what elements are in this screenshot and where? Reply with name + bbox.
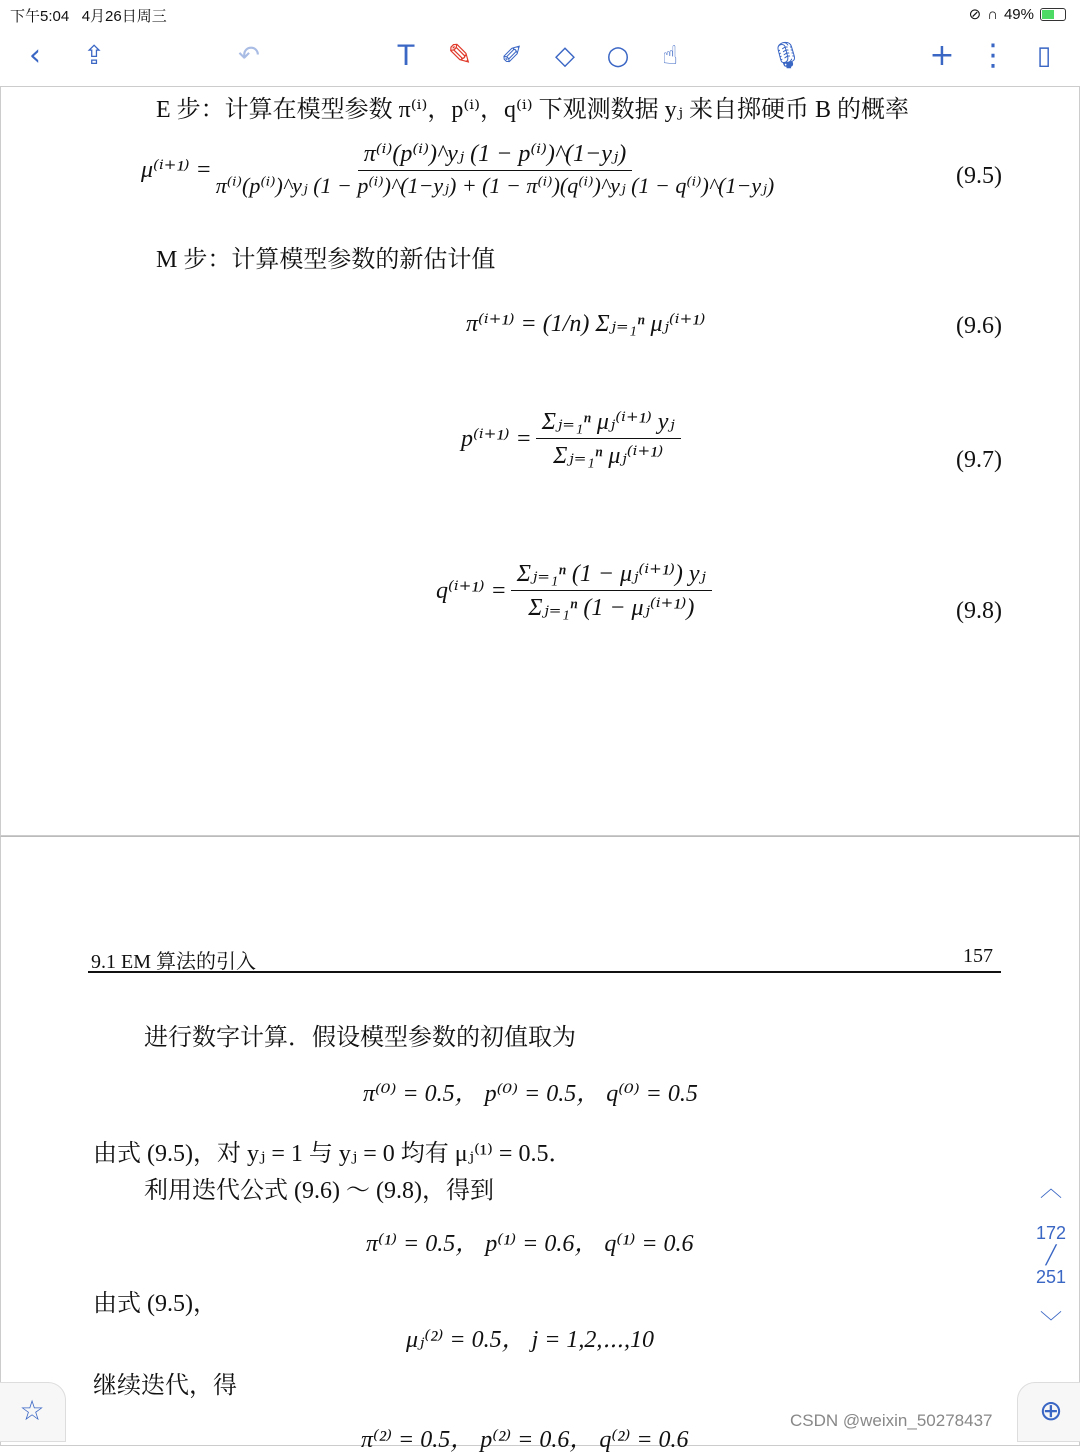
link-icon: ⊘ bbox=[968, 6, 982, 23]
headphones-icon: ∩ bbox=[987, 5, 998, 23]
chevron-up-icon[interactable]: ︿ bbox=[1039, 1176, 1062, 1201]
pdf-page-1 bbox=[0, 86, 1080, 836]
eq-denominator: Σⱼ₌₁ⁿ μⱼ⁽ⁱ⁺¹⁾ bbox=[553, 443, 664, 469]
equation-iteration-1: π⁽¹⁾ = 0.5， p⁽¹⁾ = 0.6， q⁽¹⁾ = 0.6 bbox=[366, 1231, 694, 1257]
battery-percent: 49% bbox=[1003, 5, 1034, 23]
slash: ╱ bbox=[1045, 1245, 1057, 1265]
eq-denominator: π⁽ⁱ⁾(p⁽ⁱ⁾)^yⱼ (1 − p⁽ⁱ⁾)^(1−yⱼ) + (1 − π⁽ⁱ⁾)(q⁽ⁱ⁾)^yⱼ (1 − q⁽ⁱ⁾)^(1−yⱼ) bbox=[215, 173, 775, 198]
eq-rhs: (1/n) Σⱼ₌₁ⁿ μⱼ⁽ⁱ⁺¹⁾ bbox=[542, 311, 706, 337]
eq-lhs: q⁽ⁱ⁺¹⁾ = bbox=[436, 578, 507, 604]
chevron-down-icon[interactable]: ﹀ bbox=[1039, 1310, 1062, 1335]
equation-number: (9.5) bbox=[956, 163, 1002, 189]
equation-number: (9.6) bbox=[956, 313, 1002, 339]
paragraph: 继续迭代，得 bbox=[93, 1373, 237, 1399]
paragraph: 由式 (9.5)， bbox=[93, 1291, 217, 1317]
eq-lhs: μ⁽ⁱ⁺¹⁾ = bbox=[141, 156, 212, 183]
eq-lhs: p⁽ⁱ⁺¹⁾ = bbox=[461, 426, 532, 452]
eq-denominator: Σⱼ₌₁ⁿ (1 − μⱼ⁽ⁱ⁺¹⁾) bbox=[528, 595, 695, 621]
pdf-page-2 bbox=[0, 836, 1080, 1453]
more-icon[interactable]: ⋮ bbox=[978, 38, 1008, 73]
date: 4月26日周三 bbox=[81, 8, 167, 25]
add-page-icon[interactable]: ⊕ bbox=[1017, 1382, 1080, 1442]
status-bar bbox=[0, 0, 1080, 28]
paragraph: 由式 (9.5)，对 yⱼ = 1 与 yⱼ = 0 均有 μⱼ⁽¹⁾ = 0.5． bbox=[93, 1141, 573, 1167]
running-header: 9.1 EM 算法的引入 bbox=[91, 951, 256, 973]
header-rule bbox=[88, 971, 1001, 973]
share-icon[interactable]: ⇪ bbox=[83, 41, 105, 71]
eq-lhs: π⁽ⁱ⁺¹⁾ = bbox=[466, 311, 537, 337]
equation-iteration-2: π⁽²⁾ = 0.5， p⁽²⁾ = 0.6， q⁽²⁾ = 0.6 bbox=[361, 1427, 689, 1453]
equation-number: (9.7) bbox=[956, 447, 1002, 473]
m-step-text: M 步：计算模型参数的新估计值 bbox=[156, 247, 496, 273]
equation-9-7 bbox=[461, 407, 685, 470]
eq-numerator: π⁽ⁱ⁾(p⁽ⁱ⁾)^yⱼ (1 − p⁽ⁱ⁾)^(1−yⱼ) bbox=[358, 139, 632, 171]
equation-9-8 bbox=[436, 559, 716, 622]
current-page: 172 bbox=[1035, 1223, 1067, 1243]
status-time-date bbox=[10, 5, 167, 26]
hand-icon[interactable]: ☝ bbox=[662, 41, 678, 71]
total-pages: 251 bbox=[1035, 1267, 1067, 1287]
plus-icon[interactable]: + bbox=[929, 38, 955, 73]
equation-9-6 bbox=[466, 309, 705, 338]
paragraph: 利用迭代公式 (9.6) ～ (9.8)，得到 bbox=[144, 1178, 494, 1204]
equation-9-5 bbox=[141, 139, 778, 199]
highlighter-icon[interactable]: ✐ bbox=[501, 41, 523, 71]
watermark: CSDN @weixin_50278437 bbox=[790, 1411, 993, 1430]
pages-icon[interactable]: ▯ bbox=[1036, 41, 1052, 71]
favorite-star-icon[interactable]: ☆ bbox=[0, 1382, 66, 1442]
eq-numerator: Σⱼ₌₁ⁿ μⱼ⁽ⁱ⁺¹⁾ yⱼ bbox=[536, 407, 681, 439]
battery-icon bbox=[1040, 8, 1066, 21]
eq-numerator: Σⱼ₌₁ⁿ (1 − μⱼ⁽ⁱ⁺¹⁾) yⱼ bbox=[511, 559, 712, 591]
time: 下午5:04 bbox=[10, 8, 70, 25]
page-number: 157 bbox=[963, 945, 993, 967]
undo-icon[interactable]: ↶ bbox=[238, 41, 260, 71]
toolbar bbox=[0, 28, 1080, 86]
chevron-left-icon[interactable]: ‹ bbox=[29, 38, 41, 73]
pen-icon[interactable]: ✎ bbox=[447, 38, 473, 73]
eraser-icon[interactable]: ◇ bbox=[555, 41, 575, 71]
e-step-text: E 步：计算在模型参数 π⁽ⁱ⁾，p⁽ⁱ⁾，q⁽ⁱ⁾ 下观测数据 yⱼ 来自掷硬币 B 的概率 bbox=[156, 97, 909, 123]
mic-icon[interactable]: 🎙︎ bbox=[769, 41, 803, 71]
equation-initial: π⁽⁰⁾ = 0.5， p⁽⁰⁾ = 0.5， q⁽⁰⁾ = 0.5 bbox=[363, 1081, 698, 1107]
text-tool-icon[interactable]: T bbox=[396, 39, 416, 72]
paragraph: 进行数字计算．假设模型参数的初值取为 bbox=[144, 1025, 576, 1051]
equation-mu-2: μⱼ⁽²⁾ = 0.5， j = 1,2,⋯,10 bbox=[406, 1327, 655, 1353]
page-indicator[interactable] bbox=[1022, 1222, 1080, 1288]
lasso-icon[interactable]: ○ bbox=[606, 41, 630, 71]
equation-number: (9.8) bbox=[956, 598, 1002, 624]
